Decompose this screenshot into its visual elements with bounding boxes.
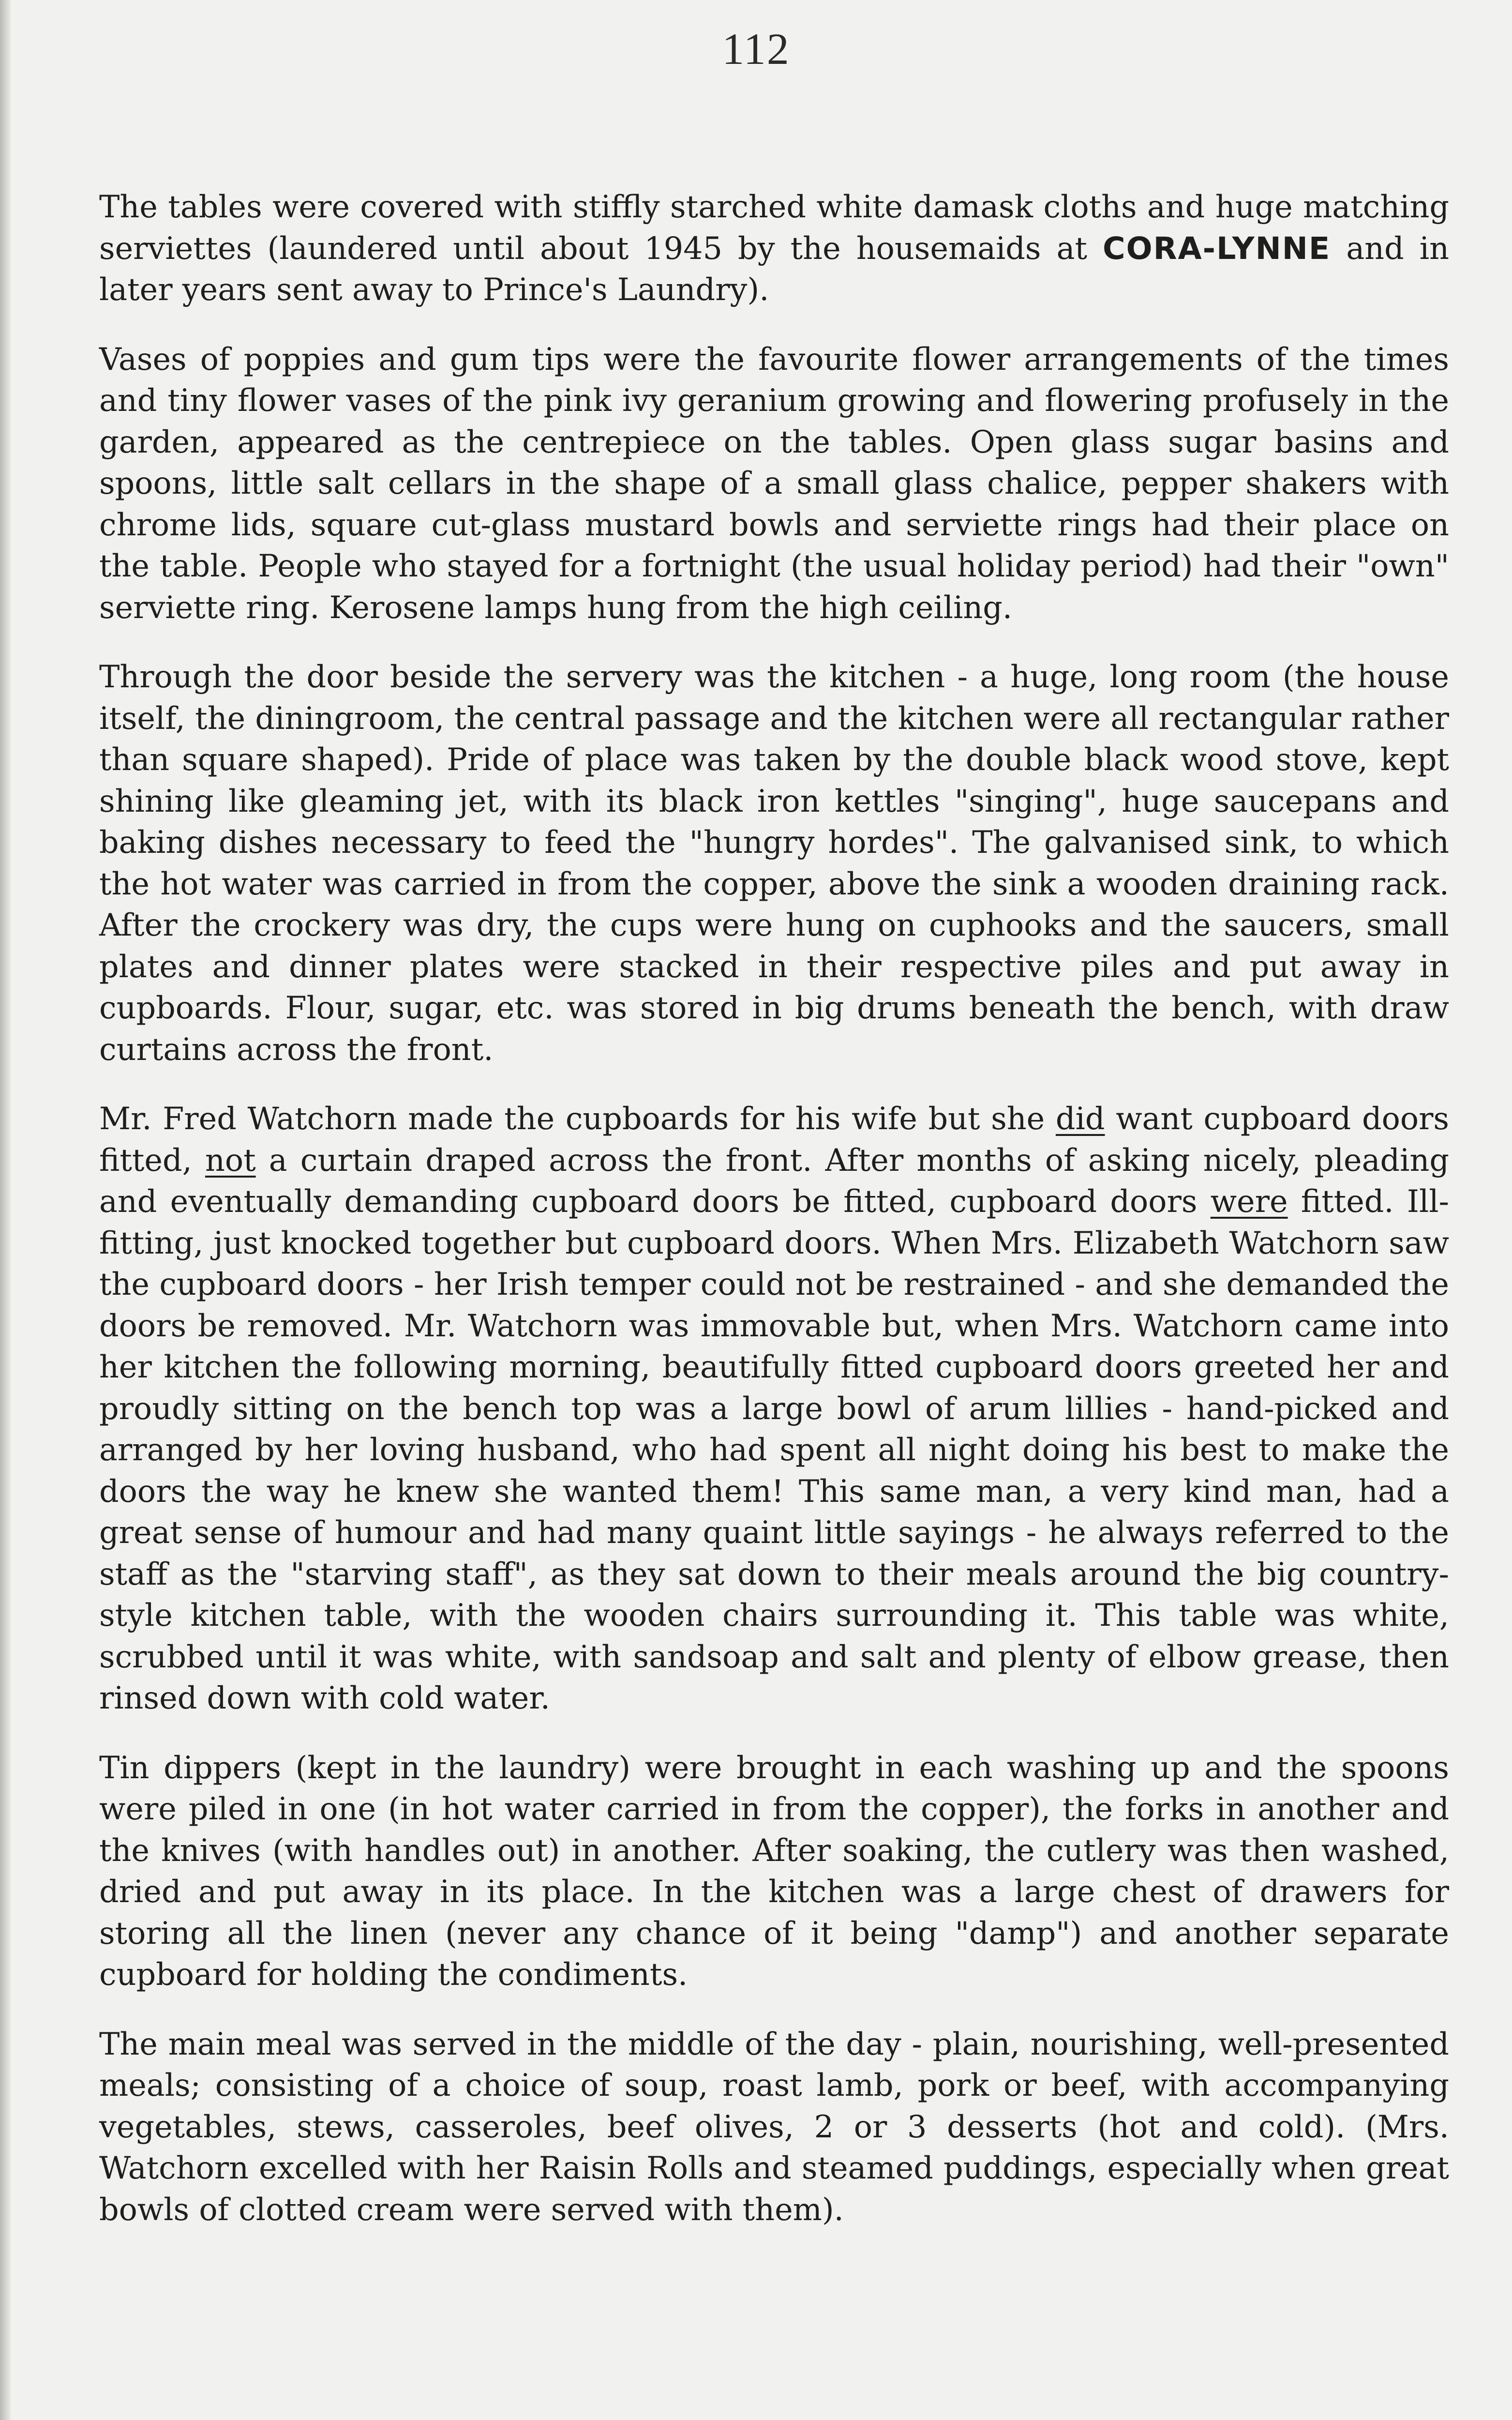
page-edge-shadow	[0, 0, 11, 2420]
paragraph-kitchen: Through the door beside the servery was the kitchen - a huge, long room (the house itself, the diningroom, the central passage and the kitchen were all rectangular rather than square shaped). Pride of place was taken by the double black wood stove, kept shining like gleaming jet, with its black iron kettles "singing", huge saucepans and baking dishes necessary to feed the "hungry hordes". The galvanised sink, to which the hot water was carried in from the copper, above the sink a wooden draining rack. After the crockery was dry, the cups were hung on cuphooks and the saucers, small plates and dinner plates were stacked in their respective piles and put away in cupboards. Flour, sugar, etc. was stored in big drums beneath the bench, with draw curtains across the front.	[99, 659, 1449, 1067]
paragraph-dippers: Tin dippers (kept in the laundry) were brought in each washing up and the spoons were piled in one (in hot water carried in from the copper), the forks in another and the knives (with handles out) in another. After soaking, the cutlery was then washed, dried and put away in its place. In the kitchen was a large chest of drawers for storing all the linen (never any chance of it being "damp") and another separate cupboard for holding the condiments.	[99, 1749, 1449, 1992]
paragraph-text: a curtain draped across the front. After months of asking nicely, pleading and eventually demanding cupboard doors be fitted, cupboard doors	[99, 1142, 1449, 1219]
paragraph-cupboards	[99, 1098, 1449, 1719]
underlined-word: not	[205, 1142, 256, 1178]
paragraph-text: and in later years sent away to Prince's Laundry).	[99, 230, 1450, 307]
paragraph-text: want cupboard doors fitted,	[99, 1101, 1450, 1178]
guesthouse-name: CORA-LYNNE	[1103, 230, 1331, 266]
paragraph-text: The tables were covered with stiffly starched white damask cloths and huge matching serviettes (laundered until about 1945 by the housemaids at	[99, 189, 1449, 266]
underlined-word: were	[1210, 1183, 1288, 1219]
page-number: 112	[722, 24, 790, 74]
paragraph-text: fitted. Ill-fitting, just knocked together but cupboard doors. When Mrs. Elizabeth Watchorn saw the cupboard doors - her Irish temper could not be restrained - and she demanded the doors be removed. Mr. Watchorn was immovable but, when Mrs. Watchorn came into her kitchen the following morning, beautifully fitted cupboard doors greeted her and proudly sitting on the bench top was a large bowl of arum lillies - hand-picked and arranged by her loving husband, who had spent all night doing his best to make the doors the way he knew she wanted them! This same man, a very kind man, had a great sense of humour and had many quaint little sayings - he always referred to the staff as the "starving staff", as they sat down to their meals around the big country-style kitchen table, with the wooden chairs surrounding it. This table was white, scrubbed until it was white, with sandsoap and salt and plenty of elbow grease, then rinsed down with cold water.	[99, 1183, 1450, 1716]
paragraph-text: Mr. Fred Watchorn made the cupboards for his wife but she	[99, 1101, 1045, 1136]
underlined-word: did	[1055, 1101, 1105, 1136]
paragraph-meals: The main meal was served in the middle of the day - plain, nourishing, well-presented meals; consisting of a choice of soup, roast lamb, pork or beef, with accompanying vegetables, stews, casseroles, beef olives, 2 or 3 desserts (hot and cold). (Mrs. Watchorn excelled with her Raisin Rolls and steamed puddings, especially when great bowls of clotted cream were served with them).	[99, 2026, 1449, 2227]
paragraph-tables	[99, 186, 1449, 311]
paragraph-vases: Vases of poppies and gum tips were the favourite flower arrangements of the times and tiny flower vases of the pink ivy geranium growing and flowering profusely in the garden, appeared as the centrepiece on the tables. Open glass sugar basins and spoons, little salt cellars in the shape of a small glass chalice, pepper shakers with chrome lids, square cut-glass mustard bowls and serviette rings had their place on the table. People who stayed for a fortnight (the usual holiday period) had their "own" serviette ring. Kerosene lamps hung from the high ceiling.	[99, 341, 1449, 625]
body-text	[99, 186, 1449, 2258]
